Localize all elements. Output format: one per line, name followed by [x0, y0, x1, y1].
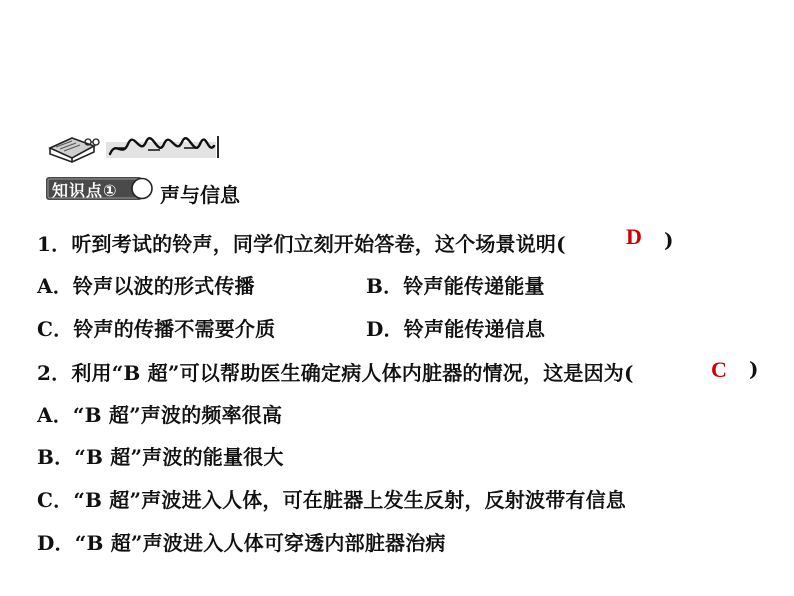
- question-1-option-b: B．铃声能传递能量: [366, 274, 545, 298]
- question-1-option-c: C．铃声的传播不需要介质: [37, 317, 276, 341]
- question-2-option-d: D．“B 超”声波进入人体可穿透内部脏器治病: [37, 531, 446, 555]
- question-1-stem: 1．听到考试的铃声，同学们立刻开始答卷，这个场景说明(: [37, 232, 566, 256]
- section-logo: [48, 128, 224, 164]
- question-1-option-a: A．铃声以波的形式传播: [37, 274, 255, 298]
- question-1-close-paren: ): [664, 228, 674, 252]
- question-2-option-c: C．“B 超”声波进入人体，可在脏器上发生反射，反射波带有信息: [37, 488, 626, 512]
- question-2-option-b: B．“B 超”声波的能量很大: [37, 445, 284, 469]
- book-icon: [48, 128, 224, 164]
- badge-label: 知识点①: [52, 181, 118, 200]
- question-2-answer: C: [711, 357, 727, 382]
- knowledge-point-title: 声与信息: [160, 183, 240, 207]
- question-2-close-paren: ): [749, 357, 759, 381]
- question-1-answer: D: [626, 224, 642, 249]
- knowledge-point-badge: [46, 175, 154, 202]
- question-1-option-d: D．铃声能传递信息: [366, 317, 546, 341]
- question-2-option-a: A．“B 超”声波的频率很高: [37, 403, 283, 427]
- question-2-stem: 2．利用“B 超”可以帮助医生确定病人体内脏器的情况，这是因为(: [37, 361, 634, 385]
